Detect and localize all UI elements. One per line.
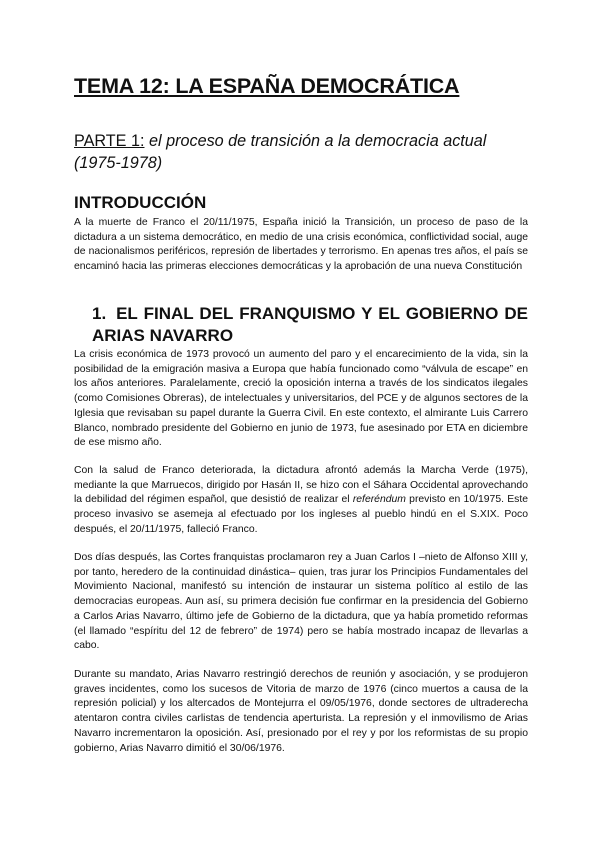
section-1-paragraph-2	[74, 464, 528, 538]
section-1-title: EL FINAL DEL FRANQUISMO Y EL GOBIERNO DE ARIAS NAVARRO	[92, 304, 528, 345]
paragraph-2-text-b: previsto en 10/1975. Este proceso invasivo se asemeja al efectuado por los ingleses al pueblo hindú en el S.XIX. Poco después, el 20/11/1975, falleció Franco.	[74, 494, 528, 535]
intro-heading: INTRODUCCIÓN	[74, 193, 207, 212]
section-1-paragraph-4: Durante su mandato, Arias Navarro restringió derechos de reunión y asociación, y se produjeron graves incidentes, como los sucesos de Vitoria de marzo de 1976 (cinco muertos a causa de la represión policial) y los altercados de Montejurra el 09/05/1976, donde sectores de ultraderecha atentaron contra civiles carlistas de tendencia aperturista. La represión y el inmovilismo de Arias Navarro incrementaron la oposición. Así, presionado por el rey y por los reformistas de su propio gobierno, Arias Navarro dimitió el 30/06/1976.	[74, 669, 528, 754]
section-1-number: 1.	[92, 304, 107, 323]
intro-paragraph: A la muerte de Franco el 20/11/1975, España inició la Transición, un proceso de paso de la dictadura a un sistema democrático, en medio de una crisis económica, conflictividad social, auge de nacionalismos periféricos, represión de libertades y terrorismo. En apenas tres años, el país se encaminó hacia las primeras elecciones democráticas y la aprobación de una nueva Constitución	[74, 217, 528, 273]
section-1-paragraph-1: La crisis económica de 1973 provocó un aumento del paro y el encarecimiento de la vida, sin la posibilidad de la emigración masiva a Europa que había funcionado como “válvula de escape” en los años anteriores. Paralelamente, creció la oposición interna a través de los sindicatos ilegales (como Comisiones Obreras), de intelectuales y universitarios, del PCE y de algunos sectores de la Iglesia que revisaban su papel durante la Guerra Civil. En este contexto, el almirante Luis Carrero Blanco, nombrado presidente del Gobierno en junio de 1973, fue asesinado por ETA en diciembre de ese mismo año.	[74, 349, 528, 449]
page-title: TEMA 12: LA ESPAÑA DEMOCRÁTICA	[74, 74, 460, 98]
part-subtitle: el proceso de transición a la democracia actual (1975-1978)	[74, 132, 487, 172]
part-heading	[74, 130, 534, 174]
section-1-heading	[92, 303, 528, 347]
part-label: PARTE 1:	[74, 132, 145, 150]
section-1-paragraph-3: Dos días después, las Cortes franquistas proclamaron rey a Juan Carlos I –nieto de Alfonso XIII y, por tanto, heredero de la continuidad dinástica– quien, tras jurar los Principios Fundamentales del Movimiento Nacional, manifestó su intención de instaurar un sistema político al estilo de las democracias europeas. Aun así, su primera decisión fue confirmar en la presidencia del Gobierno a Carlos Arias Navarro, último jefe de Gobierno de la dictadura, que ya había prometido reformas (el llamado “espíritu del 12 de febrero” de 1974) pero se había mostrado incapaz de llevarlas a cabo.	[74, 552, 528, 652]
paragraph-2-emphasis: referéndum	[352, 494, 406, 506]
paragraph-2-text-a: Con la salud de Franco deteriorada, la dictadura afrontó además la Marcha Verde (1975), mediante la que Marruecos, dirigido por Hasán II, se hizo con el Sáhara Occidental aprovechando la debilidad del régimen español, que desistió de realizar el	[74, 465, 528, 506]
